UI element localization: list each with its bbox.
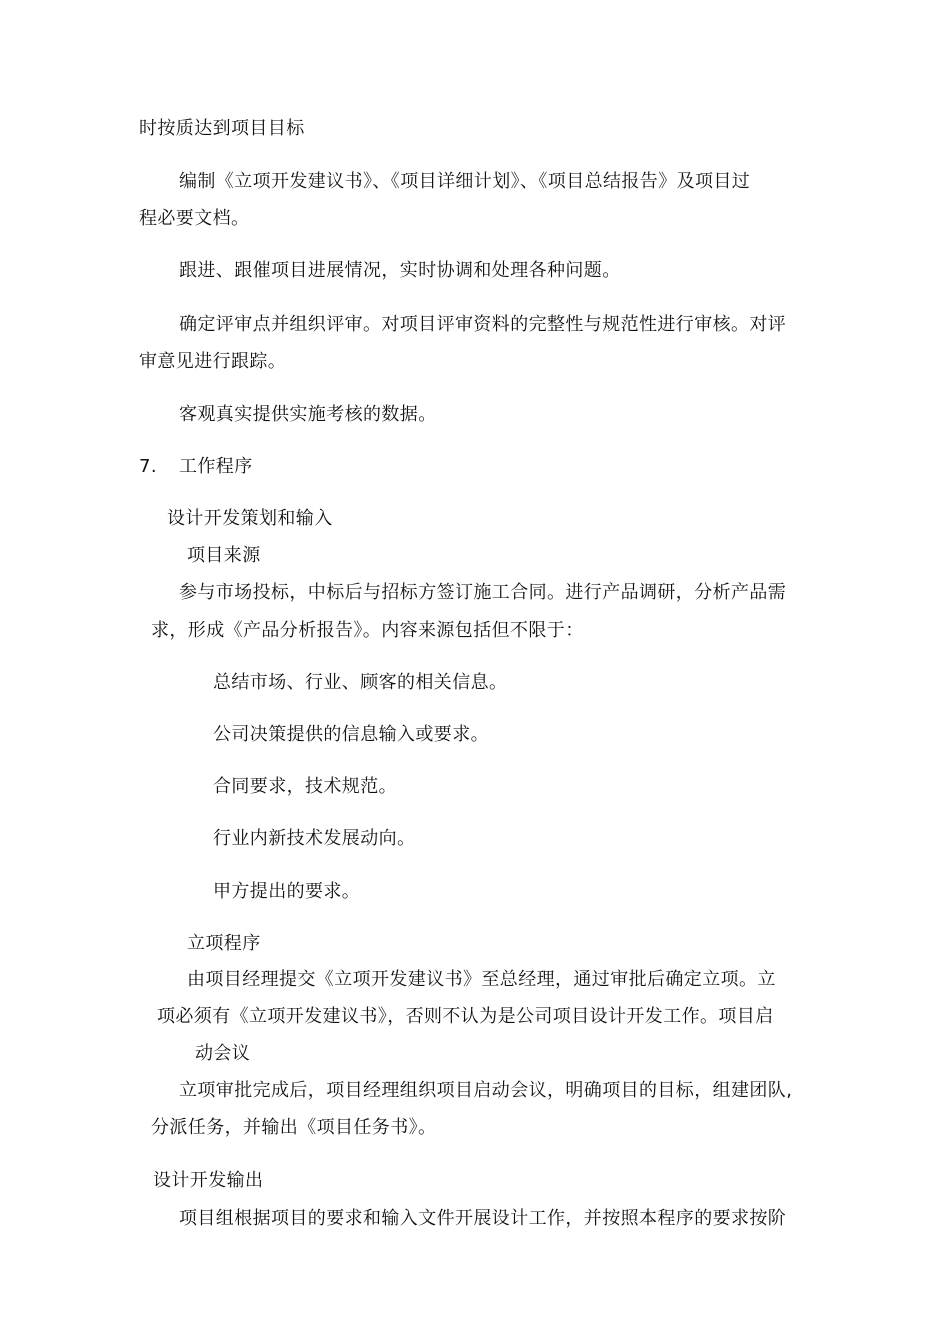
- subsection-heading: 项目来源: [187, 545, 261, 566]
- subsection-heading: 立项程序: [187, 933, 261, 954]
- text-line: 时按质达到项目目标: [139, 118, 305, 139]
- subsection-heading: 动会议: [195, 1043, 251, 1064]
- text-line: 程必要文档。: [139, 208, 250, 229]
- text-line: 跟进、跟催项目进展情况，实时协调和处理各种问题。: [179, 260, 621, 281]
- list-item: 行业内新技术发展动向。: [213, 828, 416, 849]
- text-line: 确定评审点并组织评审。对项目评审资料的完整性与规范性进行审核。对评: [179, 314, 787, 335]
- text-line: 参与市场投标，中标后与招标方签订施工合同。进行产品调研，分析产品需: [179, 582, 787, 603]
- section-number: 7.: [139, 456, 157, 477]
- list-item: 总结市场、行业、顾客的相关信息。: [213, 672, 508, 693]
- subsection-heading: 设计开发策划和输入: [167, 508, 333, 529]
- text-line: 求，形成《产品分析报告》。内容来源包括但不限于：: [151, 620, 584, 641]
- text-line: 项必须有《立项开发建议书》，否则不认为是公司项目设计开发工作。项目启: [157, 1006, 774, 1027]
- list-item: 公司决策提供的信息输入或要求。: [213, 724, 489, 745]
- text-line: 立项审批完成后，项目经理组织项目启动会议，明确项目的目标，组建团队,: [179, 1080, 793, 1101]
- subsection-heading: 设计开发输出: [153, 1170, 264, 1191]
- list-item: 甲方提出的要求。: [213, 881, 361, 902]
- text-line: 编制《立项开发建议书》、《项目详细计划》、《项目总结报告》及项目过: [179, 171, 751, 192]
- section-heading: 工作程序: [179, 456, 253, 477]
- text-line: 客观真实提供实施考核的数据。: [179, 404, 437, 425]
- text-line: 项目组根据项目的要求和输入文件开展设计工作，并按照本程序的要求按阶: [179, 1208, 787, 1229]
- text-line: 由项目经理提交《立项开发建议书》至总经理，通过审批后确定立项。立: [187, 969, 776, 990]
- list-item: 合同要求，技术规范。: [213, 776, 397, 797]
- text-line: 审意见进行跟踪。: [139, 351, 287, 372]
- text-line: 分派任务，并输出《项目任务书》。: [151, 1117, 437, 1138]
